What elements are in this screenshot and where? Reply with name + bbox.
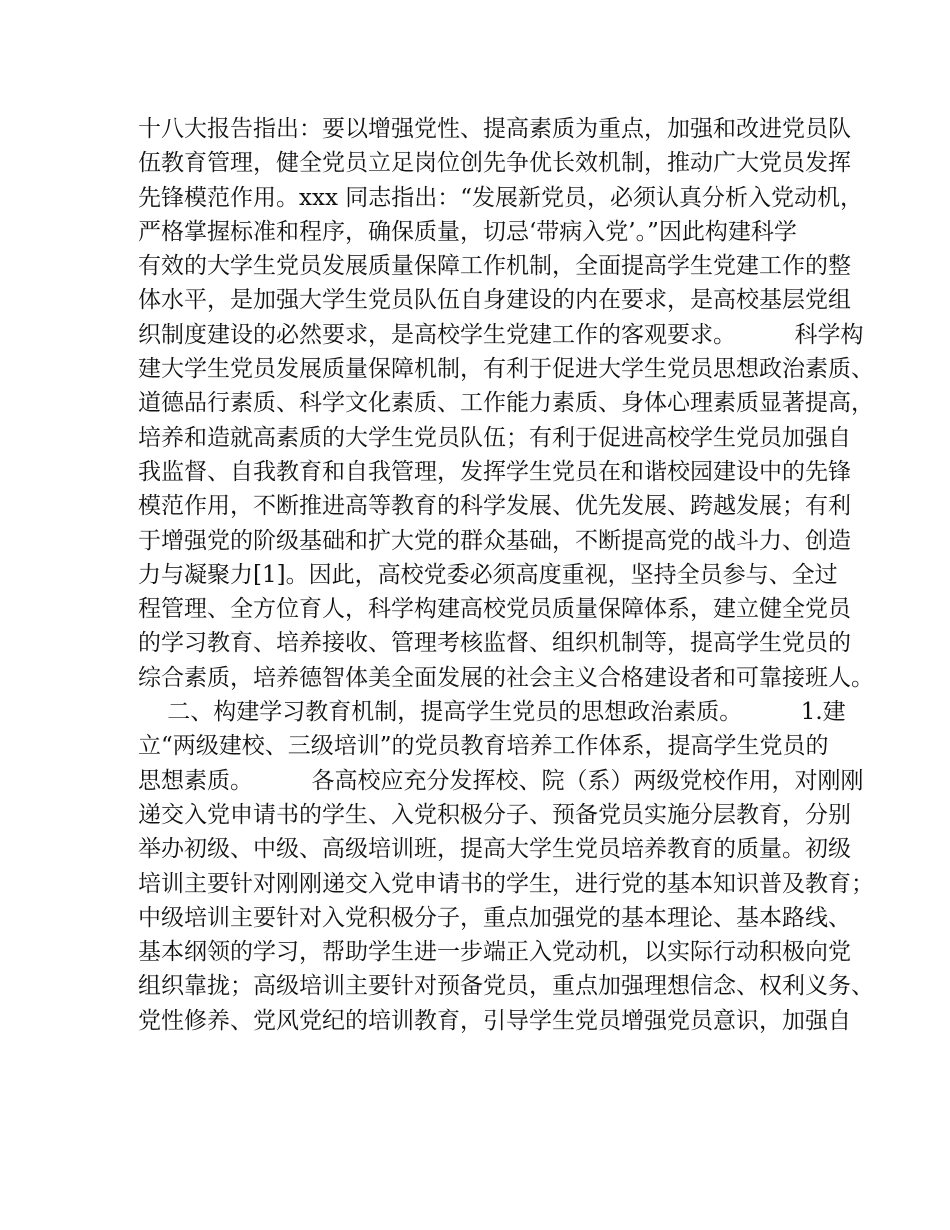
text-line: 思想素质。 各高校应充分发挥校、院（系）两级党校作用，对刚刚 — [138, 767, 864, 794]
text-line: 于增强党的阶级基础和扩大党的群众基础，不断提高党的战斗力、创造 — [138, 527, 851, 554]
text-line: 十八大报告指出：要以增强党性、提高素质为重点，加强和改进党员队 — [138, 116, 851, 142]
text-line: 二、构建学习教育机制，提高学生党员的思想政治素质。 1.建 — [138, 699, 846, 726]
text-line: 党性修养、党风党纪的培训教育，引导学生党员增强党员意识，加强自 — [138, 1007, 851, 1034]
text-line: 有效的大学生党员发展质量保障工作机制，全面提高学生党建工作的整 — [138, 253, 851, 280]
text-line: 建大学生党员发展质量保障机制，有利于促进大学生党员思想政治素质、 — [138, 356, 874, 383]
text-line: 先锋模范作用。xxx 同志指出：“发展新党员，必须认真分析入党动机， — [138, 184, 863, 211]
text-line: 综合素质，培养德智体美全面发展的社会主义合格建设者和可靠接班人。 — [138, 664, 874, 691]
body-text — [138, 112, 874, 1038]
text-line: 体水平，是加强大学生党员队伍自身建设的内在要求，是高校基层党组 — [138, 287, 851, 314]
text-line: 中级培训主要针对入党积极分子，重点加强党的基本理论、基本路线、 — [138, 904, 851, 931]
text-line: 我监督、自我教育和自我管理，发挥学生党员在和谐校园建设中的先锋 — [138, 458, 851, 485]
text-line: 模范作用，不断推进高等教育的科学发展、优先发展、跨越发展；有利 — [138, 493, 851, 520]
text-line: 织制度建设的必然要求，是高校学生党建工作的客观要求。 科学构 — [138, 321, 864, 348]
text-line: 培养和造就高素质的大学生党员队伍；有利于促进高校学生党员加强自 — [138, 424, 851, 451]
text-line: 力与凝聚力[1]。因此，高校党委必须高度重视，坚持全员参与、全过 — [138, 561, 838, 588]
text-line: 的学习教育、培养接收、管理考核监督、组织机制等，提高学生党员的 — [138, 630, 851, 657]
text-line: 严格掌握标准和程序，确保质量，切忌‘带病入党’。”因此构建科学 — [138, 218, 797, 245]
text-line: 举办初级、中级、高级培训班，提高大学生党员培养教育的质量。初级 — [138, 836, 851, 863]
text-line: 递交入党申请书的学生、入党积极分子、预备党员实施分层教育，分别 — [138, 801, 851, 828]
text-line: 立“两级建校、三级培训”的党员教育培养工作体系，提高学生党员的 — [138, 733, 829, 760]
text-line: 培训主要针对刚刚递交入党申请书的学生，进行党的基本知识普及教育； — [138, 870, 874, 897]
text-line: 程管理、全方位育人，科学构建高校党员质量保障体系，建立健全党员 — [138, 596, 851, 623]
text-line: 基本纲领的学习，帮助学生进一步端正入党动机，以实际行动积极向党 — [138, 939, 851, 966]
text-line: 道德品行素质、科学文化素质、工作能力素质、身体心理素质显著提高， — [138, 390, 874, 417]
text-line: 伍教育管理，健全党员立足岗位创先争优长效机制，推动广大党员发挥 — [138, 150, 851, 177]
text-line: 组织靠拢；高级培训主要针对预备党员，重点加强理想信念、权利义务、 — [138, 973, 874, 1000]
